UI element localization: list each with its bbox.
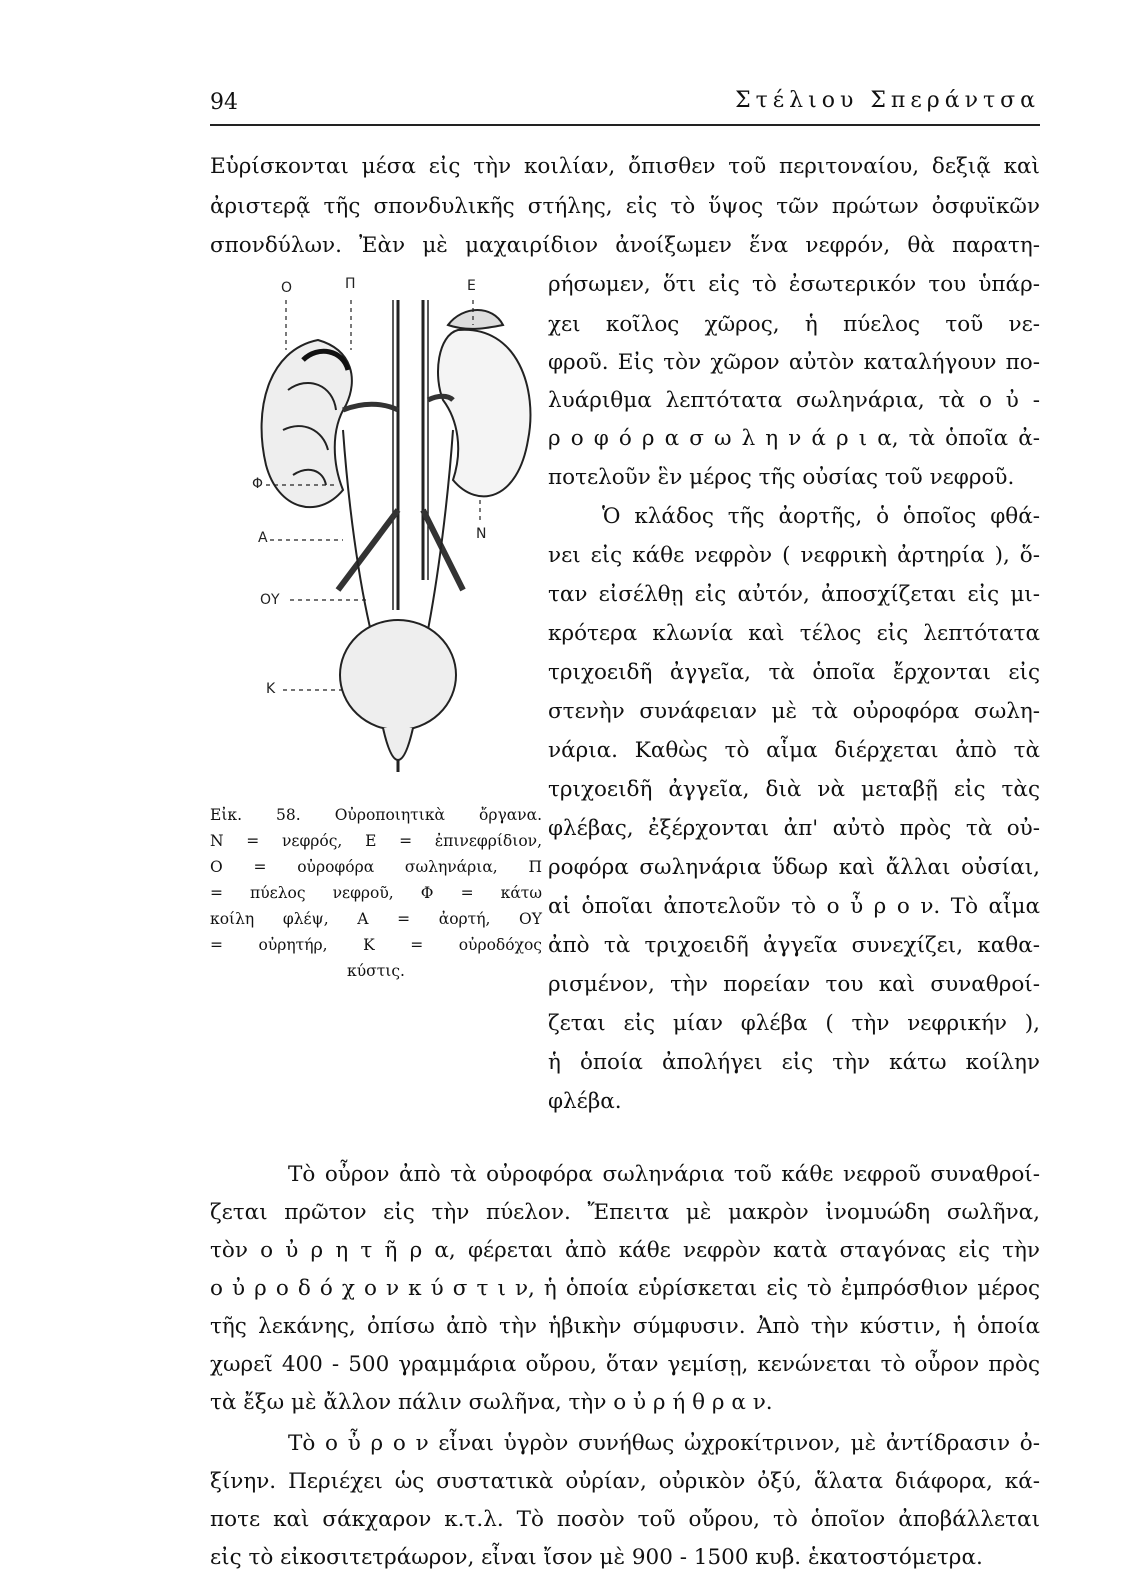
caption-line: Ο = οὐροφόρα σωληνάρια, Π (210, 858, 542, 876)
text-line: λυάριθμα λεπτότατα σωληνάρια, τὰ ο ὐ - (548, 388, 1040, 413)
text-line: σπονδύλων. Ἐὰν μὲ μαχαιρίδιον ἀνοίξωμεν ἕνα νεφρόν, θὰ παρατη- (210, 233, 1040, 258)
label-F: Φ (252, 476, 264, 492)
text-line: ποτελοῦν ἓν μέρος τῆς οὐσίας τοῦ νεφροῦ. (548, 465, 1015, 490)
caption-line: Εἰκ. 58. Οὐροποιητικὰ ὄργανα. (210, 806, 542, 824)
label-E: Ε (467, 278, 476, 294)
text-line: χει κοῖλος χῶρος, ἡ πύελος τοῦ νε- (548, 312, 1040, 337)
label-N: Ν (476, 526, 487, 542)
label-K: Κ (266, 681, 276, 697)
text-line: κρότερα κλωνία καὶ τέλος εἰς λεπτότατα (548, 621, 1040, 646)
text-line: ζεται εἰς μίαν φλέβα ( τὴν νεφρικήν ), (548, 1011, 1040, 1036)
text-line: εἰς τὸ εἰκοσιτετράωρον, εἶναι ἴσον μὲ 900 - 1500 κυβ. ἑκατοστόμετρα. (210, 1545, 983, 1570)
caption-line: κύστις. (347, 962, 405, 980)
page-number: 94 (210, 90, 238, 115)
text-line: φλέβας, ἐξέρχονται ἀπ' αὐτὸ πρὸς τὰ οὐ- (548, 816, 1040, 841)
text-line: αἱ ὁποῖαι ἀποτελοῦν τὸ ο ὖ ρ ο ν. Τὸ αἷμα (548, 894, 1040, 919)
label-P: Π (345, 276, 356, 292)
text-line: στενὴν συνάφειαν μὲ τὰ οὐροφόρα σωλη- (548, 699, 1040, 724)
text-line: φλέβα. (548, 1089, 622, 1114)
page-header (210, 82, 1040, 122)
urinary-organs-illustration (248, 280, 548, 800)
text-line: ροφόρα σωληνάρια ὕδωρ καὶ ἄλλαι οὐσίαι, (548, 855, 1040, 880)
text-line: τὰ ἔξω μὲ ἄλλον πάλιν σωλῆνα, τὴν ο ὐ ρ ή θ ρ α ν. (210, 1390, 773, 1415)
text-line: τῆς λεκάνης, ὀπίσω ἀπὸ τὴν ἡβικὴν σύμφυσιν. Ἀπὸ τὴν κύστιν, ἡ ὁποία (210, 1314, 1040, 1339)
caption-line: Ν = νεφρός, Ε = ἐπινεφρίδιον, (210, 832, 542, 850)
text-line: ο ὐ ρ ο δ ό χ ο ν κ ύ σ τ ι ν, ἡ ὁποία εὑρίσκεται εἰς τὸ ἐμπρόσθιον μέρος (210, 1276, 1040, 1301)
text-line: ἀριστερᾷ τῆς σπονδυλικῆς στήλης, εἰς τὸ ὕψος τῶν πρώτων ὀσφυϊκῶν (210, 194, 1040, 219)
label-O: Ο (281, 280, 293, 296)
text-line: τὸν ο ὐ ρ η τ ῆ ρ α, φέρεται ἀπὸ κάθε νεφρὸν κατὰ σταγόνας εἰς τὴν (210, 1238, 1040, 1263)
text-line: ρήσωμεν, ὅτι εἰς τὸ ἐσωτερικόν του ὑπάρ- (548, 272, 1040, 297)
caption-line: κοίλη φλέψ, Α = ἀορτή, ΟΥ (210, 910, 542, 928)
text-line: Ὁ κλάδος τῆς ἀορτῆς, ὁ ὁποῖος φθά- (602, 504, 1040, 529)
text-line: νάρια. Καθὼς τὸ αἷμα διέρχεται ἀπὸ τὰ (548, 738, 1040, 763)
figure-caption (210, 802, 542, 984)
caption-line: = οὐρητήρ, Κ = οὐροδόχος (210, 936, 542, 954)
urinary-organs-figure (248, 276, 548, 800)
text-line: ἀπὸ τὰ τριχοειδῆ ἀγγεῖα συνεχίζει, καθα- (548, 933, 1040, 958)
text-line: φροῦ. Εἰς τὸν χῶρον αὐτὸν καταλήγουν πο- (548, 350, 1040, 375)
text-line: ξίνην. Περιέχει ὡς συστατικὰ οὐρίαν, οὐρικὸν ὀξύ, ἅλατα διάφορα, κά- (210, 1469, 1040, 1494)
text-line: νει εἰς κάθε νεφρὸν ( νεφρικὴ ἀρτηρία ), ὅ- (548, 543, 1040, 568)
text-line: ποτε καὶ σάκχαρον κ.τ.λ. Τὸ ποσὸν τοῦ οὔρου, τὸ ὁποῖον ἀποβάλλεται (210, 1507, 1040, 1532)
running-title: Στέλιου Σπεράντσα (735, 88, 1040, 113)
label-A: Α (258, 530, 268, 546)
text-line: χωρεῖ 400 - 500 γραμμάρια οὔρου, ὅταν γεμίσῃ, κενώνεται τὸ οὖρον πρὸς (210, 1352, 1040, 1377)
text-line: ζεται πρῶτον εἰς τὴν πύελον. Ἔπειτα μὲ μακρὸν ἰνομυώδη σωλῆνα, (210, 1200, 1040, 1225)
text-line: ταν εἰσέλθῃ εἰς αὐτόν, ἀποσχίζεται εἰς μι- (548, 582, 1040, 607)
text-line: Τὸ οὖρον ἀπὸ τὰ οὐροφόρα σωληνάρια τοῦ κάθε νεφροῦ συναθροί- (288, 1162, 1040, 1187)
text-line: ρισμένον, τὴν πορείαν του καὶ συναθροί- (548, 972, 1040, 997)
header-rule (210, 124, 1040, 126)
text-line: ρ ο φ ό ρ α σ ω λ η ν ά ρ ι α, τὰ ὁποῖα ἀ- (548, 426, 1040, 451)
text-line: Εὑρίσκονται μέσα εἰς τὴν κοιλίαν, ὄπισθεν τοῦ περιτοναίου, δεξιᾷ καὶ (210, 154, 1040, 179)
text-line: τριχοειδῆ ἀγγεῖα, τὰ ὁποῖα ἔρχονται εἰς (548, 660, 1040, 685)
label-OY: ΟΥ (260, 592, 280, 608)
text-line: τριχοειδῆ ἀγγεῖα, διὰ νὰ μεταβῇ εἰς τὰς (548, 777, 1040, 802)
text-line: Τὸ ο ὖ ρ ο ν εἶναι ὑγρὸν συνήθως ὠχροκίτρινον, μὲ ἀντίδρασιν ὀ- (288, 1431, 1040, 1456)
text-line: ἡ ὁποία ἀπολήγει εἰς τὴν κάτω κοίλην (548, 1050, 1040, 1075)
caption-line: = πύελος νεφροῦ, Φ = κάτω (210, 884, 542, 902)
